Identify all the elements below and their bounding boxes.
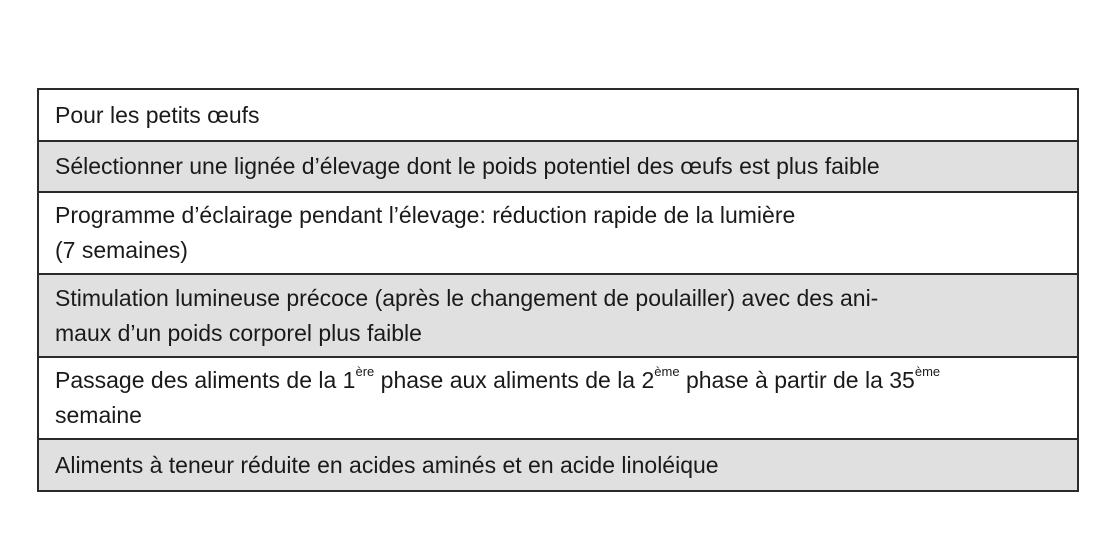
row-text	[55, 281, 878, 351]
row-text-part: phase à partir de la 35	[679, 367, 915, 393]
row-line-2: (7 semaines)	[55, 237, 188, 263]
row-line-1: Stimulation lumineuse précoce (après le changement de poulailler) avec des ani-	[55, 284, 879, 311]
measures-table	[37, 88, 1079, 492]
table-row	[39, 275, 1077, 358]
superscript: ème	[654, 364, 680, 380]
table-row-heading	[39, 90, 1077, 142]
superscript: ère	[355, 364, 375, 380]
row-text	[55, 363, 940, 433]
row-text: Aliments à teneur réduite en acides aminés et en acide linoléique	[55, 451, 719, 478]
row-text: Sélectionner une lignée d’élevage dont le poids potentiel des œufs est plus faible	[55, 153, 880, 179]
row-text-part: phase aux aliments de la 2	[374, 367, 655, 393]
row-line-2: maux d’un poids corporel plus faible	[55, 319, 422, 346]
table-row	[39, 440, 1077, 490]
superscript: ème	[914, 364, 941, 380]
table-row	[39, 358, 1077, 440]
row-line-2: semaine	[55, 402, 142, 428]
row-line-1: Programme d’éclairage pendant l’élevage: réduction rapide de la lumière	[55, 202, 796, 228]
row-line-1	[55, 363, 940, 398]
table-row	[39, 142, 1077, 193]
row-text: Pour les petits œufs	[55, 101, 260, 128]
row-text	[55, 198, 795, 268]
row-text-part: Passage des aliments de la 1	[55, 367, 356, 393]
table-row	[39, 193, 1077, 275]
